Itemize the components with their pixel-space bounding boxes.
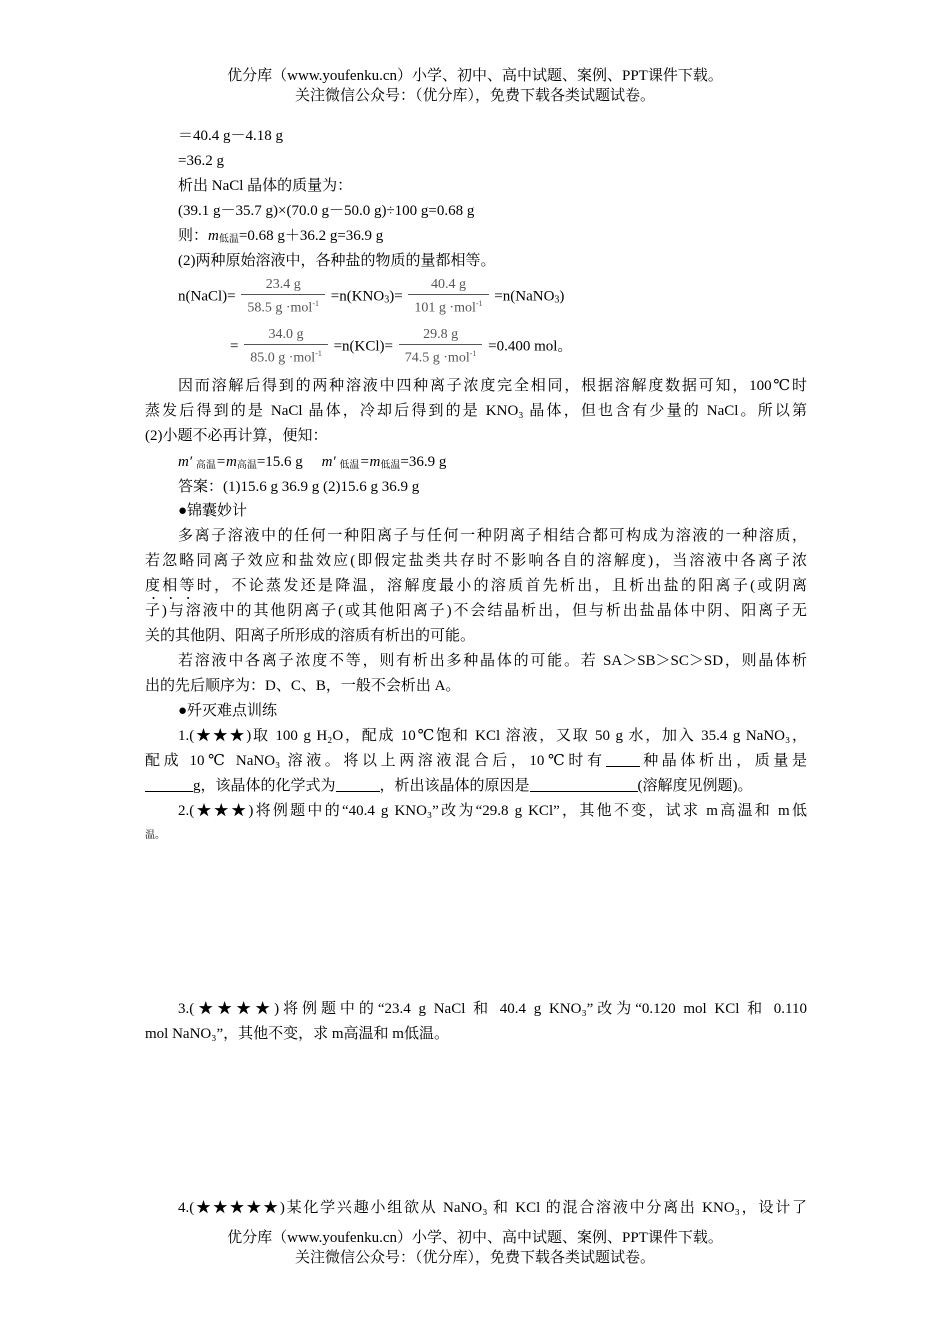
- formula-row-1: n(NaCl)= $\frac{23.4 g}{58.5 g \cdot mol^{-1}}$ $=n(KNO_3)=$ $\frac{40.4 g}{101 g \cdot mol^{-1}}$ =n(NaNO$_3$): [178, 277, 565, 316]
- q1-line-3: g，该晶体的化学式为 ，析出该晶体的原因是 (溶解度见例题)。: [145, 775, 807, 797]
- para2-line-4: 子)与溶液中的其他阴离子(或其他阳离子)不会结晶析出，但与析出盐晶体中阴、阳离子无: [145, 603, 807, 619]
- formula-row-2: = $\frac{34.0 g}{85.0 g \cdot mol^{-1}}$ =n(KCl)= $\frac{29.8 g}{74.5 g \cdot mol^{-1}}$ =0.400 mol。: [230, 327, 573, 366]
- para2-line-3: 度相等时，不论蒸发还是降温，溶解度最小的溶质首先析出，且析出盐的阳离子(或阴离: [145, 578, 807, 594]
- q2-line-2: 温。: [145, 830, 165, 841]
- calc-line-3: 析出 NaCl 晶体的质量为：: [178, 178, 353, 194]
- header-line-1: 优分库（www.youfenku.cn）小学、初中、高中试题、案例、PPT课件下载。: [227, 68, 723, 84]
- fraction-kcl: $\frac{29.8 g}{74.5 g \cdot mol^{-1}}$: [399, 326, 483, 368]
- q1-blank-formula[interactable]: [336, 777, 380, 792]
- fraction-nano3: $\frac{34.0 g}{85.0 g \cdot mol^{-1}}$: [244, 326, 328, 368]
- para1-line-2: 蒸发后得到的是 NaCl 晶体，冷却后得到的是 KNO₃ 晶体，但也含有少量的 NaCl。所以第: [145, 403, 807, 419]
- q3-line-1: 3.(★★★★)将例题中的“23.4 g NaCl 和 40.4 g KNO₃”改为“0.120 mol KCl 和 0.110: [178, 1001, 807, 1017]
- para3-line-1: 若溶液中各离子浓度不等，则有析出多种晶体的可能。若 SA＞SB＞SC＞SD，则晶体析: [178, 653, 807, 669]
- footer-line-1: 优分库（www.youfenku.cn）小学、初中、高中试题、案例、PPT课件下载。: [227, 1230, 723, 1246]
- q1-blank-reason[interactable]: [530, 777, 638, 792]
- para1-line-1: 因而溶解后得到的两种溶液中四种离子浓度完全相同，根据溶解度数据可知，100℃时: [178, 378, 807, 394]
- q1-blank-count[interactable]: [606, 752, 640, 767]
- para1-line-3: (2)小题不必再计算，便知：: [145, 428, 328, 444]
- para2-line-1: 多离子溶液中的任何一种阳离子与任何一种阴离子相结合都可构成为溶液的一种溶质，: [178, 528, 807, 544]
- q1-line-1: 1.(★★★)取 100 g H₂O，配成 10℃饱和 KCl 溶液，又取 50 g 水，加入 35.4 g NaNO₃，: [178, 728, 807, 744]
- para2-line-2: 若忽略同离子效应和盐效应(即假定盐类共存时不影响各自的溶解度)，当溶液中各离子浓: [145, 553, 807, 569]
- para3-line-2: 出的先后顺序为：D、C、B，一般不会析出 A。: [145, 678, 461, 694]
- q3-line-2: mol NaNO₃”，其他不变，求 m高温和 m低温。: [145, 1026, 449, 1042]
- fraction-kno3: $\frac{40.4 g}{101 g \cdot mol^{-1}}$: [408, 276, 488, 318]
- footer-line-2: 关注微信公众号：（优分库），免费下载各类试题试卷。: [294, 1250, 655, 1266]
- calc-line-4: (39.1 g－35.7 g)×(70.0 g－50.0 g)÷100 g=0.68 g: [178, 203, 475, 219]
- section-heading-tips: ●锦囊妙计: [178, 503, 248, 519]
- header-line-2: 关注微信公众号：（优分库），免费下载各类试题试卷。: [294, 88, 655, 104]
- calc-line-6: (2)两种原始溶液中，各种盐的物质的量都相等。: [178, 253, 496, 269]
- q2-line-1: 2.(★★★)将例题中的“40.4 g KNO₃”改为“29.8 g KCl”，其他不变，试求 m高温和 m低: [178, 803, 807, 819]
- para2-line-5: 关的其他阴、阳离子所形成的溶质有析出的可能。: [145, 628, 476, 644]
- q4-line-1: 4.(★★★★★)某化学兴趣小组欲从 NaNO₃ 和 KCl 的混合溶液中分离出 KNO₃，设计了: [178, 1200, 807, 1216]
- answer-line: 答案：(1)15.6 g 36.9 g (2)15.6 g 36.9 g: [178, 479, 420, 495]
- calc-line-2: =36.2 g: [178, 153, 224, 169]
- section-heading-training: ●歼灭难点训练: [178, 703, 278, 719]
- calc-line-1: ＝40.4 g－4.18 g: [178, 128, 284, 144]
- q1-line-2: 配成 10℃ NaNO₃ 溶液。将以上两溶液混合后，10℃时有 种晶体析出，质量是: [145, 753, 807, 769]
- calc-line-5: 则：m低温=0.68 g＋36.2 g=36.9 g: [178, 228, 384, 245]
- fraction-nacl: $\frac{23.4 g}{58.5 g \cdot mol^{-1}}$: [241, 276, 325, 318]
- q1-blank-mass[interactable]: [145, 777, 193, 792]
- m-values-line: m′ 高温=m高温=15.6 g m′ 低温=m低温=36.9 g: [178, 454, 447, 471]
